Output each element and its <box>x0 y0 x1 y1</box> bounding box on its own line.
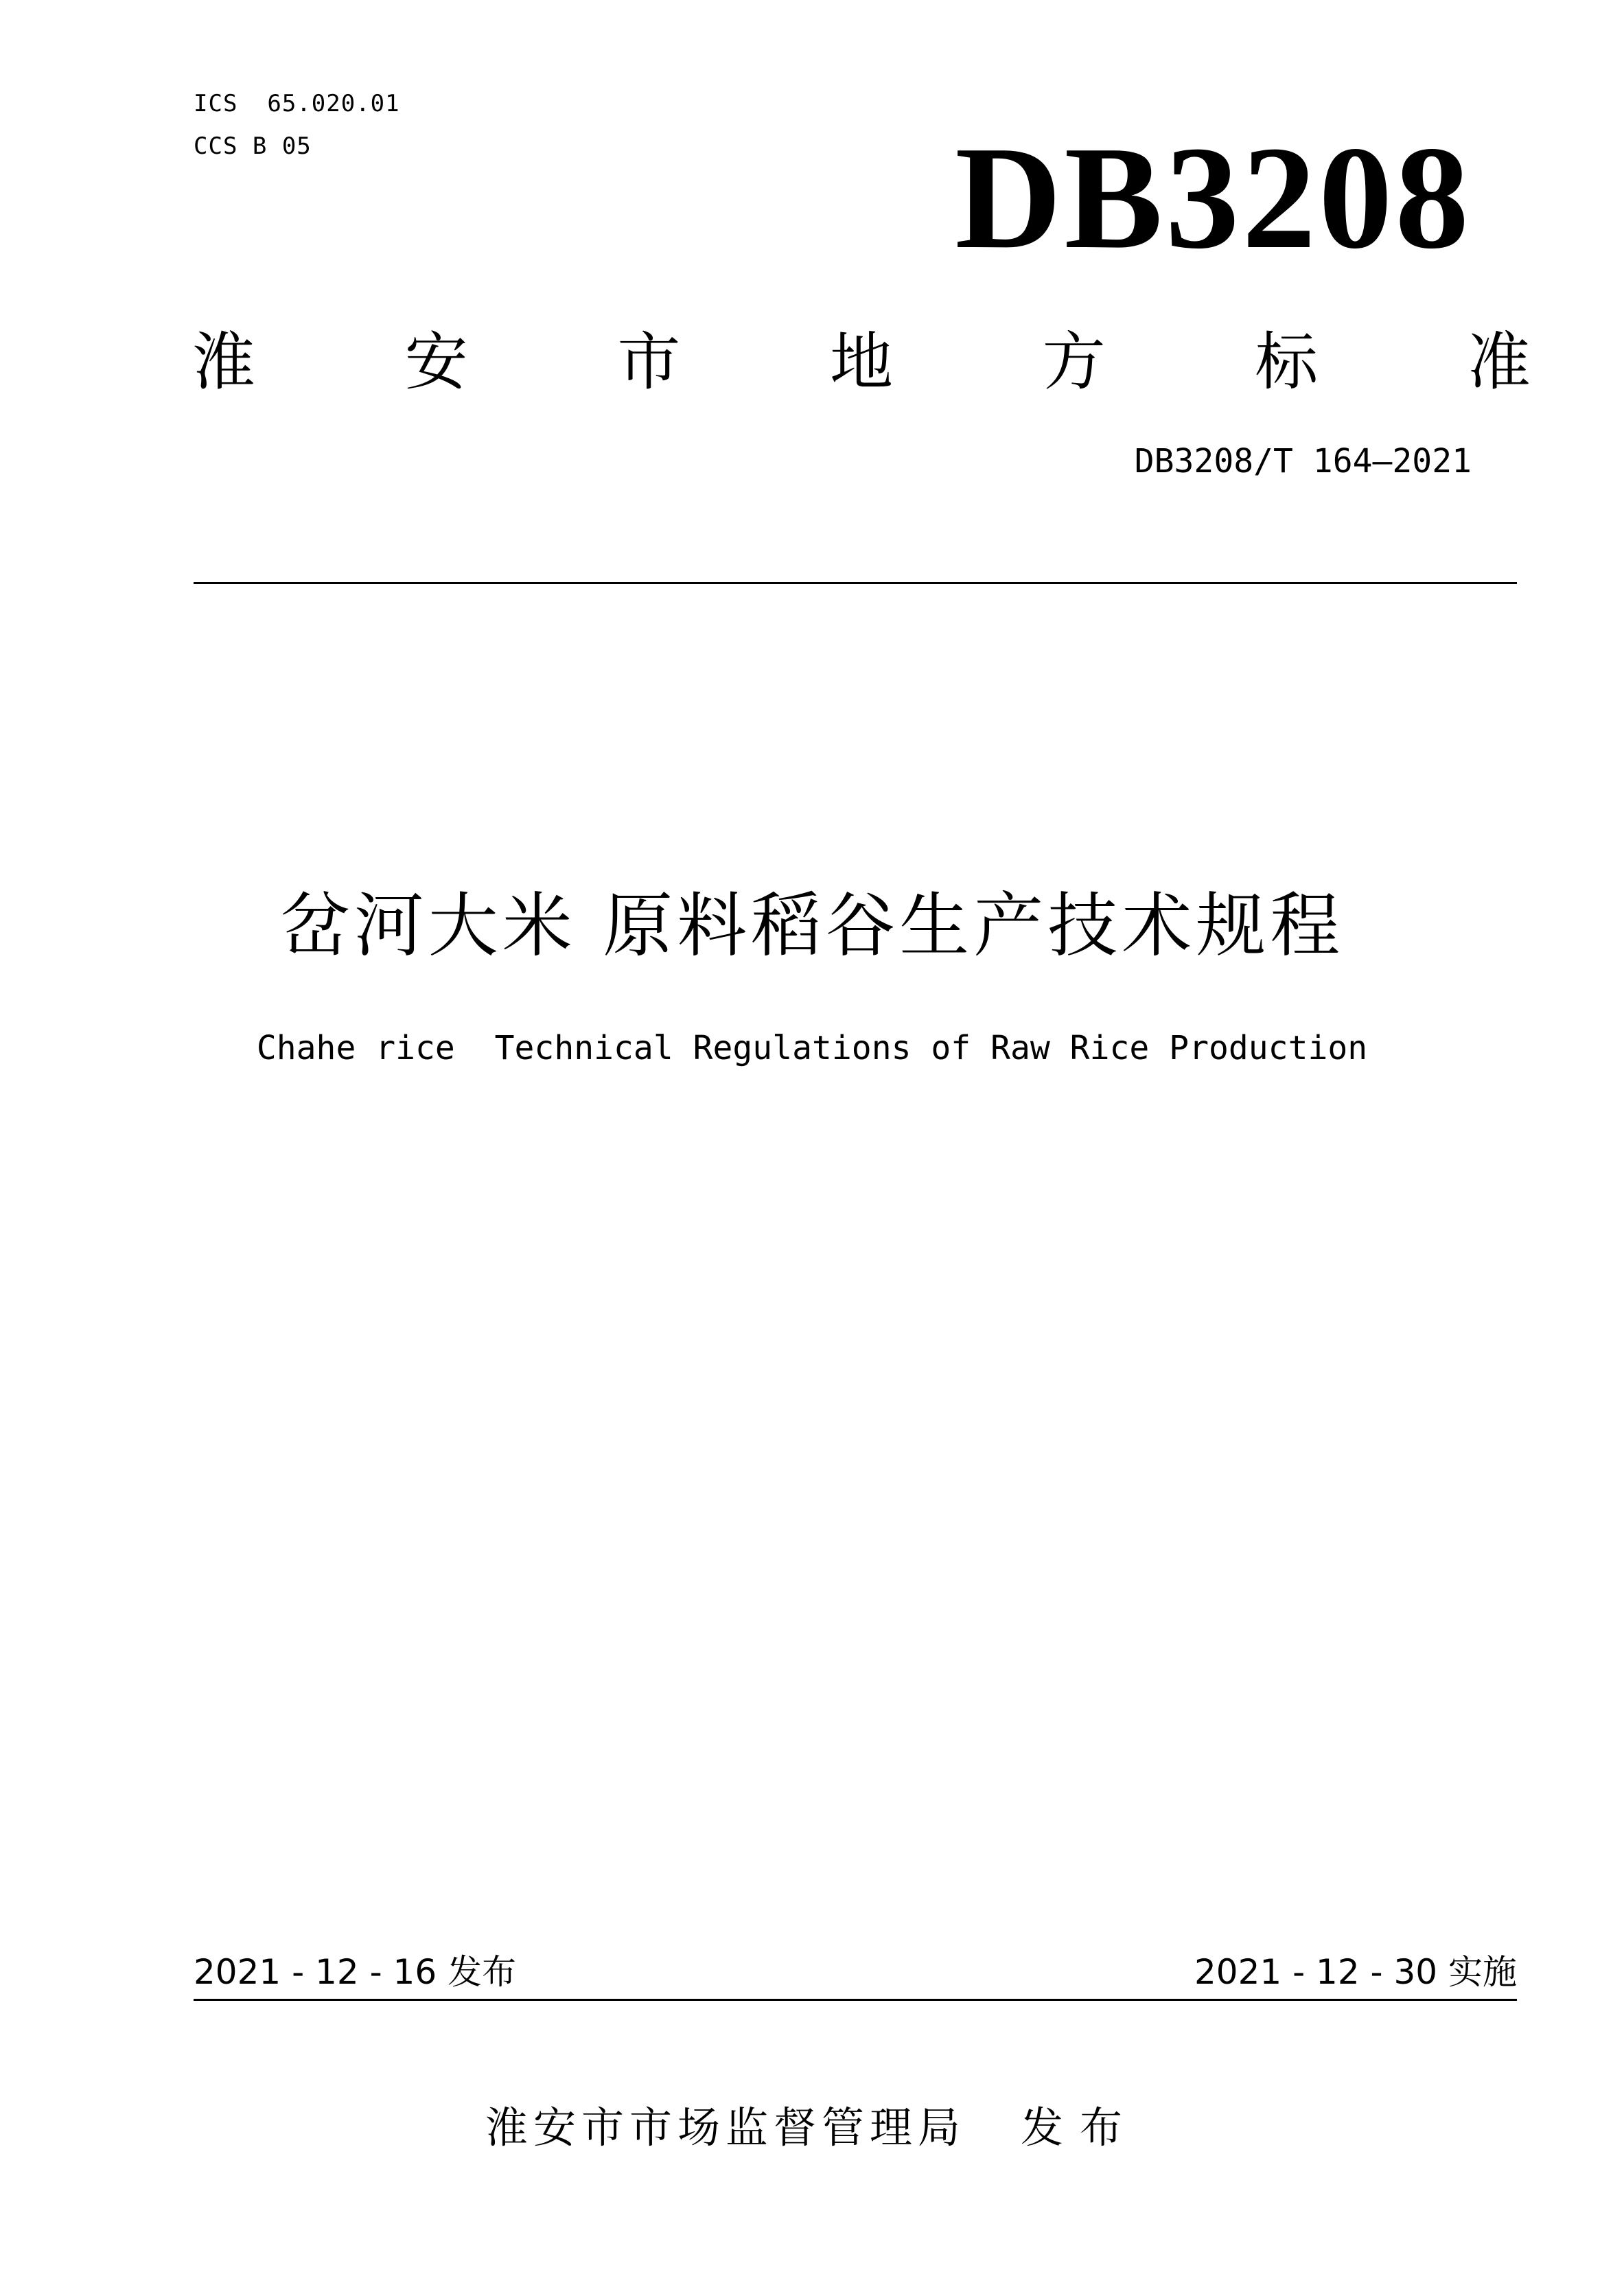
classification-block <box>194 82 400 167</box>
standard-type-char: 地 <box>829 325 893 399</box>
publisher-action: 发布 <box>1021 2102 1139 2153</box>
date-divider <box>194 1999 1517 2001</box>
standard-type-char: 安 <box>404 325 468 399</box>
standard-type-char: 方 <box>1042 325 1106 399</box>
standard-type-char: 淮 <box>192 325 256 399</box>
standard-type-char: 市 <box>617 325 681 399</box>
standard-type-heading <box>192 319 1531 399</box>
document-title-english: Chahe rice Technical Regulations of Raw Rice Production <box>256 1029 1368 1067</box>
standard-type-char: 准 <box>1467 325 1531 399</box>
publisher-organization: 淮安市市场监督管理局 <box>485 2102 966 2153</box>
standard-number: DB3208/T 164—2021 <box>1134 442 1472 480</box>
effective-date: 2021 - 12 - 30 实施 <box>1194 1952 1517 1992</box>
standard-type-char: 标 <box>1255 325 1319 399</box>
publisher-line <box>0 2100 1624 2155</box>
ics-code: ICS 65.020.01 <box>194 90 400 117</box>
ccs-code: CCS B 05 <box>194 132 312 160</box>
issue-date: 2021 - 12 - 16 发布 <box>194 1952 517 1992</box>
document-title-chinese: 岔河大米 原料稻谷生产技术规程 <box>279 885 1345 967</box>
header-divider <box>194 582 1517 584</box>
standard-code-logo: DB3208 <box>955 115 1472 279</box>
